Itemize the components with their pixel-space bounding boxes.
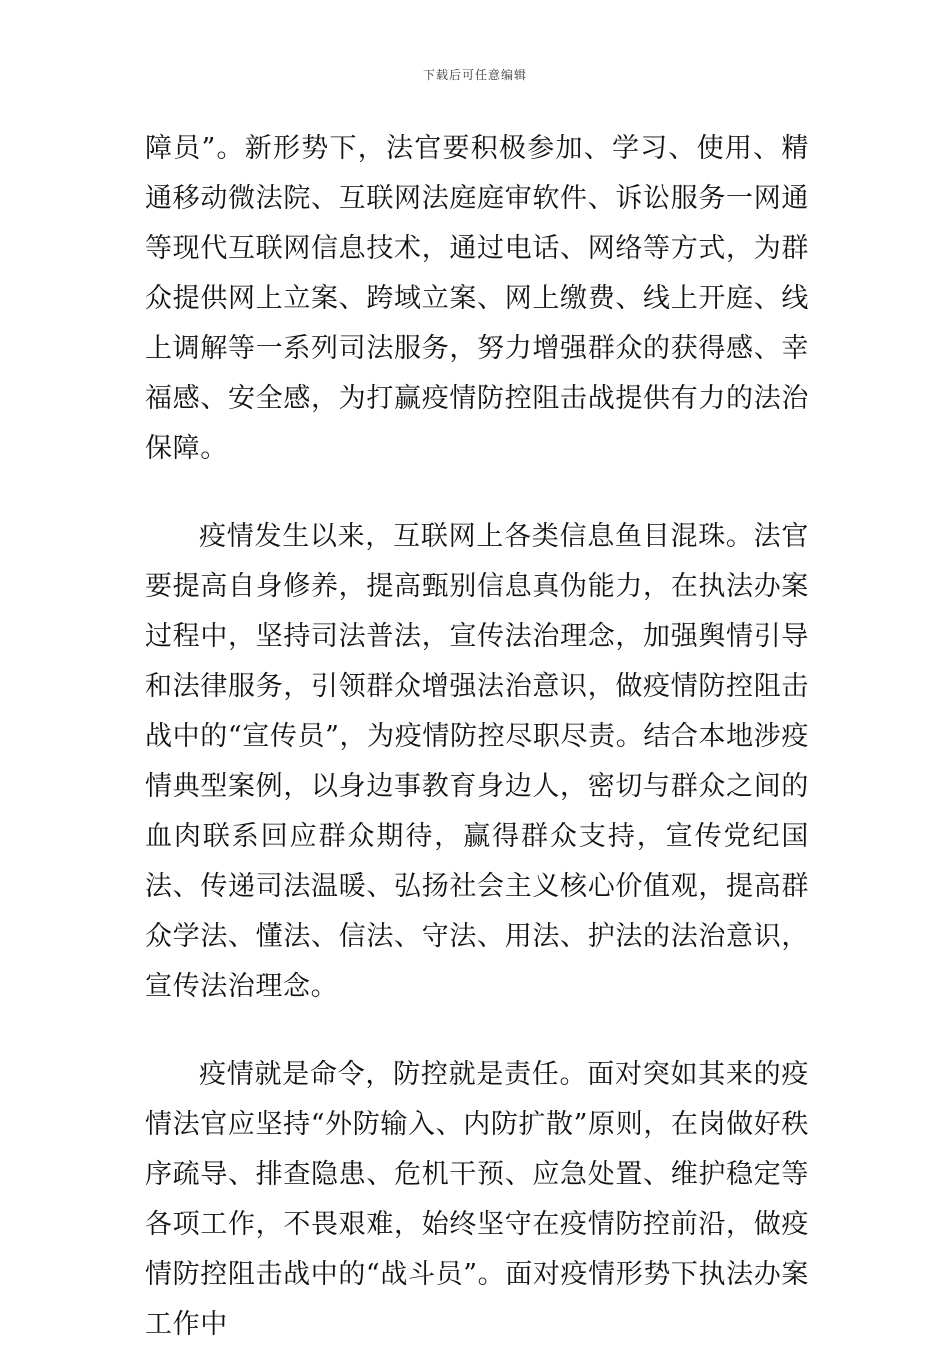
document-body <box>145 124 809 1350</box>
header-note: 下载后可任意编辑 <box>422 68 527 82</box>
paragraph-spacer <box>145 1012 809 1050</box>
paragraph-spacer <box>145 474 809 512</box>
paragraph-3: 疫情就是命令，防控就是责任。面对突如其来的疫情法官应坚持“外防输入、内防扩散”原则，在岗做好秩序疏导、排查隐患、危机干预、应急处置、维护稳定等各项工作，不畏艰难，始终坚守在疫情防控前沿，做疫情防控阻击战中的“战斗员”。面对疫情形势下执法办案工作中 <box>145 1059 809 1340</box>
paragraph-2: 疫情发生以来，互联网上各类信息鱼目混珠。法官要提高自身修养，提高甄别信息真伪能力，在执法办案过程中，坚持司法普法，宣传法治理念，加强舆情引导和法律服务，引领群众增强法治意识，做疫情防控阻击战中的“宣传员”，为疫情防控尽职尽责。结合本地涉疫情典型案例，以身边事教育身边人，密切与群众之间的血肉联系回应群众期待，赢得群众支持，宣传党纪国法、传递司法温暖、弘扬社会主义核心价值观，提高群众学法、懂法、信法、守法、用法、护法的法治意识，宣传法治理念。 <box>145 521 809 1002</box>
paragraph-1: 障员”。新形势下，法官要积极参加、学习、使用、精通移动微法院、互联网法庭庭审软件、诉讼服务一网通等现代互联网信息技术，通过电话、网络等方式，为群众提供网上立案、跨域立案、网上缴费、线上开庭、线上调解等一系列司法服务，努力增强群众的获得感、幸福感、安全感，为打赢疫情防控阻击战提供有力的法治保障。 <box>145 133 809 464</box>
